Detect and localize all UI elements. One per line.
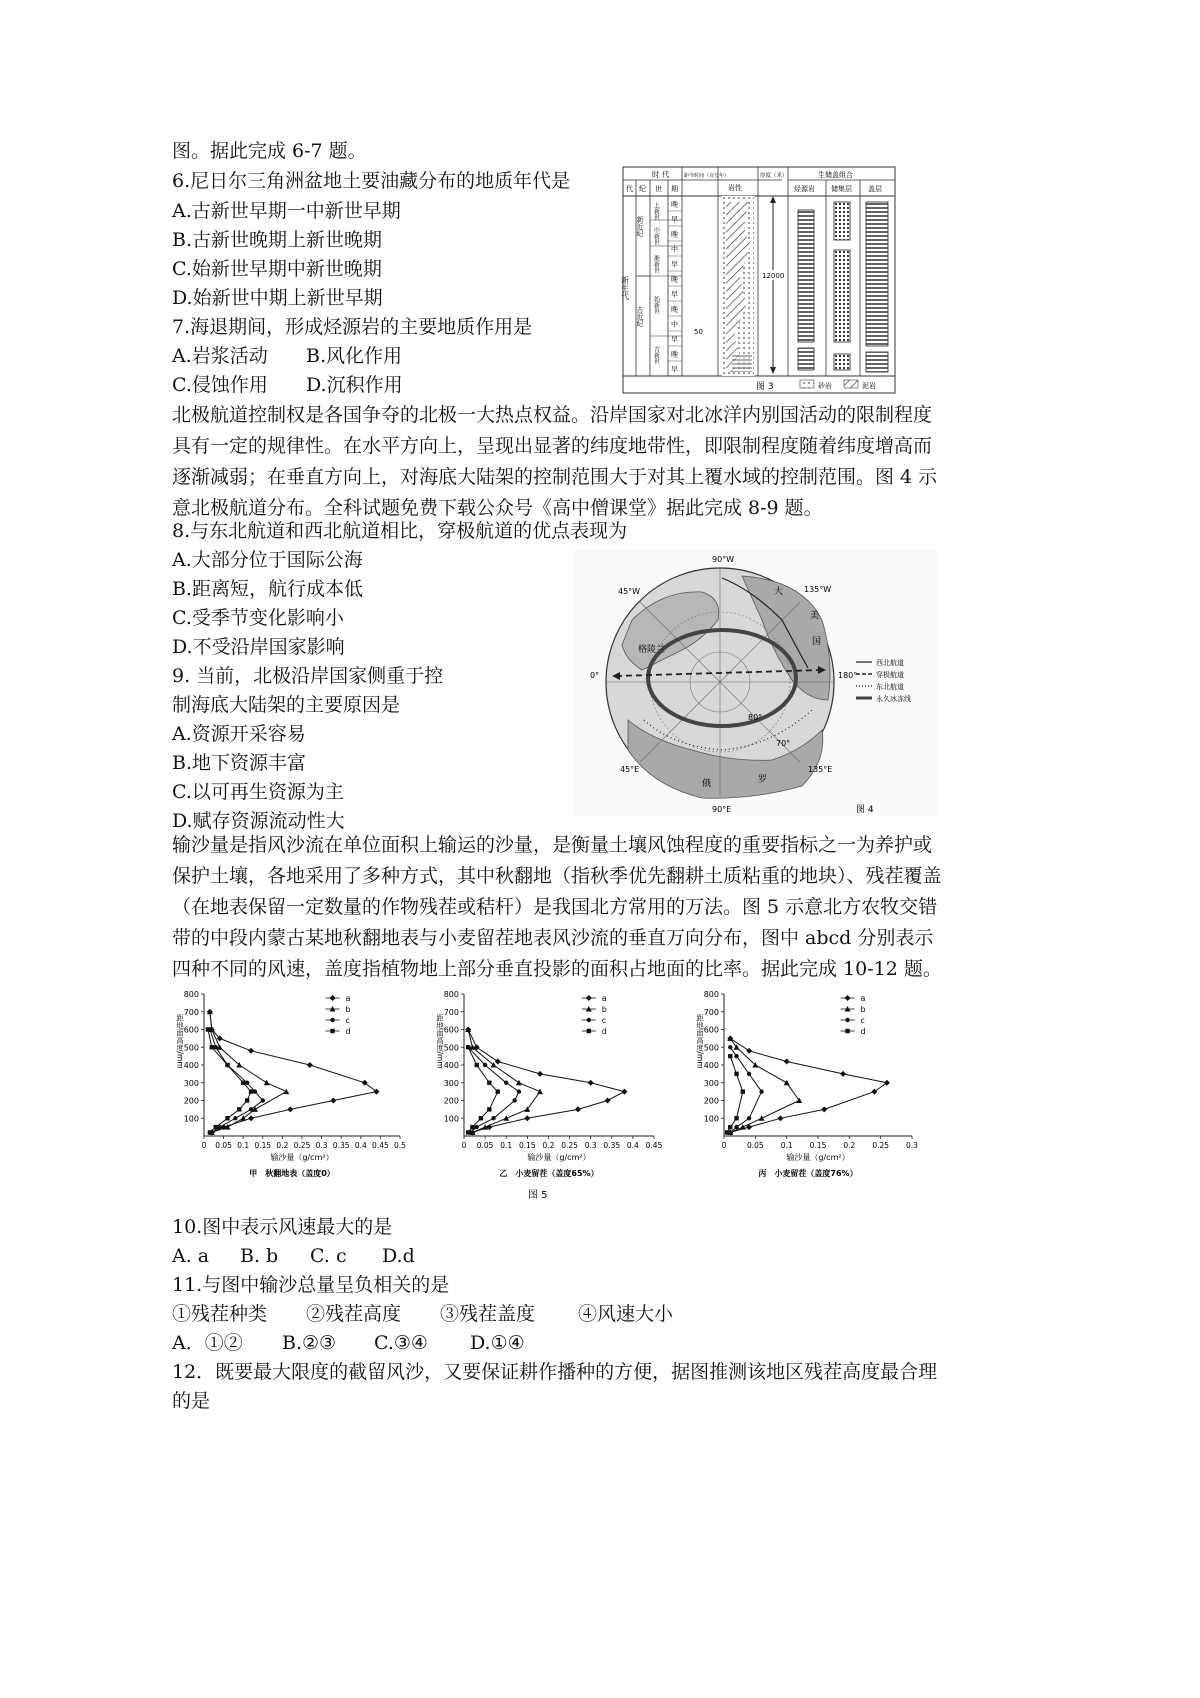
data-point: [503, 1115, 509, 1121]
data-point: [575, 1106, 581, 1112]
fig3-stage-label: 晚: [671, 275, 678, 284]
series-line-a: [730, 1038, 887, 1132]
q9-stem-line1: 9. 当前，北极沿岸国家侧重于控: [172, 665, 444, 687]
legend-label-b: b: [345, 1005, 351, 1014]
q9-stem-line2: 制海底大陆架的主要原因是: [172, 694, 401, 716]
data-point: [587, 1018, 591, 1022]
y-tick-label: 600: [703, 1025, 719, 1035]
q7-option-b: B.风化作用: [306, 345, 403, 367]
data-point: [214, 1045, 218, 1049]
x-tick-label: 0.25: [561, 1141, 578, 1150]
data-point: [248, 1048, 254, 1054]
x-tick-label: 0.4: [626, 1141, 639, 1150]
q6-option-c: C.始新世早期中新世晚期: [172, 258, 382, 280]
y-tick-label: 100: [443, 1114, 459, 1124]
series-d: [725, 1054, 745, 1135]
legend-label-b: b: [601, 1005, 607, 1014]
x-tick-label: 0: [201, 1141, 207, 1150]
figure-4-arctic-map: [572, 550, 938, 816]
passage-sand-transport: 输沙量是指风沙流在单位面积上输运的沙量，是衡量土壤风蚀程度的重要指标之一为养护或保护土壤，各地采用了多种方式，其中秋翻地（指秋季优先翻耕土质粘重的地块）、残茬覆盖（在地表保留一定数量的作物残茬或秸杆）是我国北方常用的万法。图 5 示意北方农牧交错带的中段内蒙古某地秋翻地表与小麦留茬地表风沙流的垂直万向分布，图中 abcd 分别表示四种不同的风速，盖度指植物地上部分垂直投影的面积占地面的比率。据此完成 10-12 题。: [172, 834, 942, 980]
q7-stem: 7.海退期间，形成烃源岩的主要地质作用是: [172, 316, 533, 338]
data-point: [206, 1027, 210, 1031]
fig3-thickness: 12000: [762, 272, 785, 280]
data-point: [821, 1106, 827, 1112]
x-tick-label: 0.3: [584, 1141, 597, 1150]
data-point: [249, 1107, 253, 1111]
data-point: [491, 1116, 495, 1120]
series-line-d: [727, 1056, 743, 1132]
fig3-stage-label: 晚: [671, 350, 678, 359]
y-tick-label: 600: [443, 1025, 459, 1035]
fig3-stage-label: 晚: [671, 200, 678, 209]
data-point: [746, 1048, 752, 1054]
q12-stem-line2: 的是: [172, 1390, 211, 1412]
fig3-period-paleo: 古近纪: [636, 306, 644, 327]
data-point: [240, 1115, 246, 1121]
data-point: [747, 1072, 751, 1076]
q7-option-d: D.沉积作用: [306, 374, 403, 396]
x-tick-label: 0.1: [237, 1141, 250, 1150]
data-point: [740, 1124, 746, 1130]
data-point: [734, 1116, 738, 1120]
chart-title: 丙 小麦留茬（盖度76%）: [758, 1169, 858, 1178]
data-point: [588, 1080, 594, 1086]
data-point: [512, 1098, 516, 1102]
data-point: [496, 1089, 500, 1093]
map-usa-2: 国: [812, 637, 822, 647]
data-point: [728, 1045, 732, 1049]
x-tick-label: 0.2: [276, 1141, 289, 1150]
q11-option-a: A．①②: [172, 1332, 243, 1354]
map-lat-80: 80°: [748, 713, 763, 722]
fig3-legend-mud: 泥岩: [862, 382, 876, 390]
q9-option-c: C.以可再生资源为主: [172, 781, 344, 803]
map-russia-2: 罗: [758, 775, 768, 785]
q9-option-d: D.赋存资源流动性大: [172, 810, 345, 832]
fig3-stage-label: 早: [671, 335, 678, 344]
y-axis-label: 距地面高度/mm: [695, 1014, 705, 1069]
legend-label-d: d: [345, 1027, 351, 1036]
data-point: [287, 1106, 293, 1112]
map-lon-90w: 90°W: [712, 555, 735, 564]
x-tick-label: 0.1: [500, 1141, 513, 1150]
x-tick-label: 0.3: [906, 1141, 918, 1150]
data-point: [225, 1116, 229, 1120]
figure-5-sand-flux-charts: [168, 980, 942, 1202]
x-tick-label: 0.1: [780, 1141, 793, 1150]
x-tick-label: 0.2: [542, 1141, 555, 1150]
map-lon-90e: 90°E: [712, 805, 732, 814]
data-point: [728, 1125, 732, 1129]
q6-option-d: D.始新世中期上新世早期: [172, 287, 383, 309]
fig3-sub-stage: 期: [671, 185, 678, 193]
series-line-a: [468, 1030, 624, 1133]
fig5-caption: 图 5: [528, 1190, 548, 1201]
y-tick-label: 700: [183, 1007, 199, 1017]
q7-option-a: A.岩浆活动: [172, 345, 268, 367]
q8-option-d: D.不受沿岸国家影响: [172, 636, 345, 658]
y-tick-label: 500: [183, 1043, 199, 1053]
data-point: [214, 1125, 218, 1129]
x-tick-label: 0.25: [293, 1141, 311, 1150]
x-tick-label: 0.35: [332, 1141, 350, 1150]
fig3-legend-sand-swatch: [800, 380, 814, 388]
x-tick-label: 0.05: [476, 1141, 494, 1150]
fig3-header-age: 距今时间（百万年）: [684, 173, 730, 179]
y-axis-label: 距地面高度/mm: [175, 1014, 185, 1069]
series-b: [207, 1009, 289, 1135]
q7-option-c: C.侵蚀作用: [172, 374, 268, 396]
data-point: [208, 1130, 212, 1134]
data-point: [537, 1071, 543, 1077]
q8-stem: 8.与东北航道和西北航道相比，穿极航道的优点表现为: [172, 520, 628, 542]
data-point: [516, 1080, 522, 1086]
data-point: [470, 1125, 474, 1129]
data-point: [524, 1115, 530, 1121]
q8-option-b: B.距离短，航行成本低: [172, 578, 364, 600]
q9-option-a: A.资源开采容易: [172, 723, 306, 745]
data-point: [483, 1063, 487, 1067]
data-point: [330, 1018, 334, 1022]
legend-label-d: d: [601, 1027, 607, 1036]
data-point: [587, 1029, 591, 1033]
data-point: [474, 1063, 478, 1067]
chart-title: 甲 秋翻地表（盖度0）: [249, 1169, 335, 1178]
x-tick-label: 0.3: [315, 1141, 328, 1150]
fig3-sub-period: 纪: [639, 185, 646, 193]
x-tick-label: 0.2: [843, 1141, 856, 1150]
y-tick-label: 200: [703, 1096, 719, 1106]
figure-3-stratigraphic-chart: [622, 166, 896, 394]
fig3-period-neo: 新近纪: [636, 216, 644, 237]
data-point: [734, 1054, 738, 1058]
y-tick-label: 400: [183, 1061, 199, 1070]
data-point: [466, 1130, 470, 1134]
fig3-stage-label: 早: [671, 215, 678, 224]
x-axis-label: 输沙量（g/cm²）: [270, 1153, 334, 1162]
q11-choice-3: ③残茬盖度: [440, 1303, 536, 1325]
q12-stem-line1: 12．既要最大限度的截留风沙，又要保证耕作播种的方便，据图推测该地区残茬高度最合理: [172, 1361, 938, 1383]
data-point: [330, 995, 336, 1001]
legend-label-c: c: [601, 1016, 607, 1025]
fig3-stage-label: 中: [671, 245, 678, 254]
fig3-caption: 图 3: [756, 382, 774, 392]
x-tick-label: 0.45: [372, 1141, 389, 1150]
legend-label-a: a: [345, 994, 351, 1003]
data-point: [330, 1098, 336, 1104]
q9-option-b: B.地下资源丰富: [172, 752, 307, 774]
data-point: [307, 1062, 313, 1068]
series-a: [727, 1035, 890, 1135]
y-tick-label: 500: [443, 1043, 459, 1053]
y-tick-label: 200: [443, 1096, 459, 1106]
data-point: [249, 1089, 253, 1093]
fig3-era-label: 新生代: [620, 276, 630, 300]
fig3-stage-label: 中: [671, 320, 678, 329]
data-point: [840, 1071, 846, 1077]
fig3-legend-mud-swatch: [844, 380, 858, 388]
map-lon-0: 0°: [590, 671, 600, 680]
fig3-sub-epoch: 世: [655, 185, 662, 193]
x-tick-label: 0.15: [518, 1141, 536, 1150]
y-tick-label: 400: [703, 1061, 719, 1070]
x-tick-label: 0.15: [254, 1141, 272, 1150]
data-point: [466, 1045, 470, 1049]
data-point: [330, 1029, 334, 1033]
legend-label-d: d: [860, 1027, 866, 1036]
chart-title: 乙 小麦留茬（盖度65%）: [499, 1169, 599, 1178]
x-axis-label: 输沙量（g/cm²）: [786, 1153, 850, 1162]
fig3-header-lith: 岩性: [728, 184, 742, 192]
y-tick-label: 800: [443, 990, 459, 999]
fig3-sub-era: 代: [626, 185, 633, 193]
map-lon-180: 180°: [838, 671, 858, 680]
data-point: [605, 1098, 611, 1104]
x-axis-label: 输沙量（g/cm²）: [527, 1153, 591, 1162]
map-lon-135w: 135°W: [804, 585, 832, 594]
y-tick-label: 600: [183, 1025, 199, 1035]
fig3-col-reservoir: 储集层: [831, 185, 852, 193]
data-point: [845, 1029, 849, 1033]
fig3-epoch-label: 始新世: [652, 296, 660, 314]
data-point: [725, 1130, 729, 1134]
sand-flux-chart-1: [175, 990, 406, 1178]
q8-option-a: A.大部分位于国际公海: [172, 549, 363, 571]
data-point: [777, 1115, 783, 1121]
y-tick-label: 300: [443, 1078, 459, 1088]
q10-option-a: A. a: [172, 1245, 210, 1267]
passage-arctic-routes: 北极航道控制权是各国争夺的北极一大热点权益。沿岸国家对北冰洋内别国活动的限制程度具有一定的规律性。在水平方向上，呈现出显著的纬度地带性，即限制程度随着纬度增高而逐渐减弱；在垂直方向上，对海底大陆架的控制范围大于对其上覆水域的控制范围。图 4 示意北极航道分布。全科试题免费下载公众号《高中僧课堂》据此完成 8-9 题。: [172, 404, 938, 519]
x-tick-label: 0.05: [215, 1141, 232, 1150]
y-tick-label: 400: [443, 1061, 459, 1070]
fig3-legend-sand: 砂岩: [818, 382, 832, 390]
data-point: [248, 1115, 254, 1121]
sand-flux-chart-2: [435, 990, 662, 1178]
data-point: [741, 1089, 745, 1093]
y-tick-label: 800: [183, 990, 199, 999]
q10-option-b: B. b: [240, 1245, 279, 1267]
map-lon-45e: 45°E: [620, 765, 640, 774]
legend-label-a: a: [860, 994, 866, 1003]
fig3-epoch-label: 古新世: [652, 346, 660, 364]
y-tick-label: 300: [703, 1078, 719, 1088]
y-tick-label: 800: [703, 990, 719, 999]
y-tick-label: 200: [183, 1096, 199, 1106]
y-tick-label: 500: [703, 1043, 719, 1053]
data-point: [233, 1116, 237, 1120]
sand-flux-chart-3: [695, 990, 918, 1178]
data-point: [237, 1107, 241, 1111]
y-tick-label: 700: [443, 1007, 459, 1017]
series-c: [728, 1045, 764, 1135]
map-legend-northwest: 西北航道: [876, 659, 904, 667]
q11-option-d: D.①④: [470, 1332, 525, 1354]
fig3-stage-label: 晚: [671, 305, 678, 314]
data-point: [479, 1116, 483, 1120]
fig3-epoch-label: 上新世: [652, 202, 660, 220]
map-legend-northeast: 东北航道: [876, 683, 904, 691]
data-point: [734, 1125, 738, 1129]
q6-option-a: A.古新世早期一中新世早期: [172, 200, 401, 222]
data-point: [586, 995, 592, 1001]
y-tick-label: 300: [183, 1078, 199, 1088]
q8-option-c: C.受季节变化影响小: [172, 607, 344, 629]
fig3-header-combo: 生储盖组合: [818, 171, 853, 179]
data-point: [264, 1080, 270, 1086]
legend-label-c: c: [860, 1016, 865, 1025]
data-point: [784, 1080, 790, 1086]
data-point: [537, 1089, 543, 1095]
data-point: [225, 1063, 229, 1067]
data-point: [245, 1081, 249, 1085]
data-point: [261, 1098, 265, 1102]
fig3-age-50: 50: [694, 328, 703, 336]
q6-option-b: B.古新世晚期上新世晚期: [172, 229, 383, 251]
legend-label-b: b: [860, 1005, 866, 1014]
fig3-col-source: 烃源岩: [794, 185, 815, 193]
data-point: [759, 1115, 765, 1121]
x-tick-label: 0: [721, 1141, 727, 1150]
map-legend-ice: 永久冰冻线: [876, 695, 911, 703]
y-tick-label: 700: [703, 1007, 719, 1017]
fig3-header-time: 时 代: [652, 170, 670, 179]
x-tick-label: 0.5: [394, 1141, 406, 1150]
data-point: [517, 1089, 521, 1093]
data-point: [283, 1089, 289, 1095]
q11-choice-4: ④风速大小: [578, 1303, 674, 1325]
q11-option-c: C.③④: [374, 1332, 428, 1354]
data-point: [210, 1045, 214, 1049]
x-tick-label: 0.35: [603, 1141, 621, 1150]
data-point: [845, 1018, 849, 1022]
data-point: [487, 1081, 491, 1085]
y-tick-label: 100: [703, 1114, 719, 1124]
data-point: [784, 1058, 790, 1064]
fig3-stage-label: 早: [671, 260, 678, 269]
series-c: [208, 1027, 265, 1134]
q10-option-d: D.d: [382, 1245, 415, 1267]
q6-stem: 6.尼日尔三角洲盆地土要油藏分布的地质年代是: [172, 170, 571, 192]
fig4-caption: 图 4: [856, 805, 874, 815]
q11-option-b: B.②③: [282, 1332, 337, 1354]
data-point: [487, 1107, 491, 1111]
q10-stem: 10.图中表示风速最大的是: [172, 1216, 393, 1238]
y-tick-label: 100: [183, 1114, 199, 1124]
data-point: [759, 1089, 763, 1093]
data-point: [621, 1089, 627, 1095]
y-axis-label: 距地面高度/mm: [435, 1014, 445, 1069]
series-line-b: [210, 1012, 286, 1133]
data-point: [474, 1125, 478, 1129]
series-a: [207, 1009, 380, 1136]
x-tick-label: 0.4: [354, 1141, 367, 1150]
legend-label-a: a: [601, 994, 607, 1003]
data-point: [253, 1089, 257, 1093]
x-tick-label: 0: [461, 1141, 467, 1150]
x-tick-label: 0.15: [809, 1141, 827, 1150]
fig3-header-thick: 厚度（米）: [760, 173, 788, 179]
fig3-col-cap: 盖层: [868, 185, 882, 193]
fig3-epoch-label: 渐新世: [652, 255, 660, 273]
fig3-stage-label: 早: [671, 365, 678, 374]
data-point: [245, 1098, 249, 1102]
data-point: [728, 1054, 732, 1058]
map-lat-70: 70°: [776, 739, 791, 748]
fig3-stage-label: 晚: [671, 230, 678, 239]
map-usa-1: 美: [810, 611, 820, 621]
series-d: [466, 1045, 500, 1135]
map-lon-45w: 45°W: [618, 587, 641, 596]
fig3-epoch-label: 中新世: [652, 227, 660, 245]
q11-choice-2: ②残茬高度: [306, 1303, 402, 1325]
x-tick-label: 0.05: [746, 1141, 764, 1150]
legend-label-c: c: [345, 1016, 350, 1025]
data-point: [241, 1081, 245, 1085]
intro-tail: 图。据此完成 6-7 题。: [172, 140, 367, 162]
map-legend-transpolar: 穿极航道: [876, 671, 904, 679]
data-point: [734, 1072, 738, 1076]
map-canada: 大: [774, 587, 784, 597]
data-point: [495, 1058, 501, 1064]
map-lon-135e: 135°E: [808, 765, 833, 774]
q10-option-c: C. c: [310, 1245, 347, 1267]
data-point: [504, 1081, 508, 1085]
data-point: [845, 995, 851, 1001]
q11-stem: 11.与图中输沙总量呈负相关的是: [172, 1274, 450, 1296]
fig3-stage-label: 早: [671, 290, 678, 299]
map-russia-1: 俄: [702, 779, 712, 789]
x-tick-label: 0.45: [645, 1141, 663, 1150]
map-greenland: 格陵兰: [638, 645, 666, 655]
x-tick-label: 0.25: [872, 1141, 890, 1150]
q11-choice-1: ①残茬种类: [172, 1303, 268, 1325]
data-point: [747, 1116, 751, 1120]
